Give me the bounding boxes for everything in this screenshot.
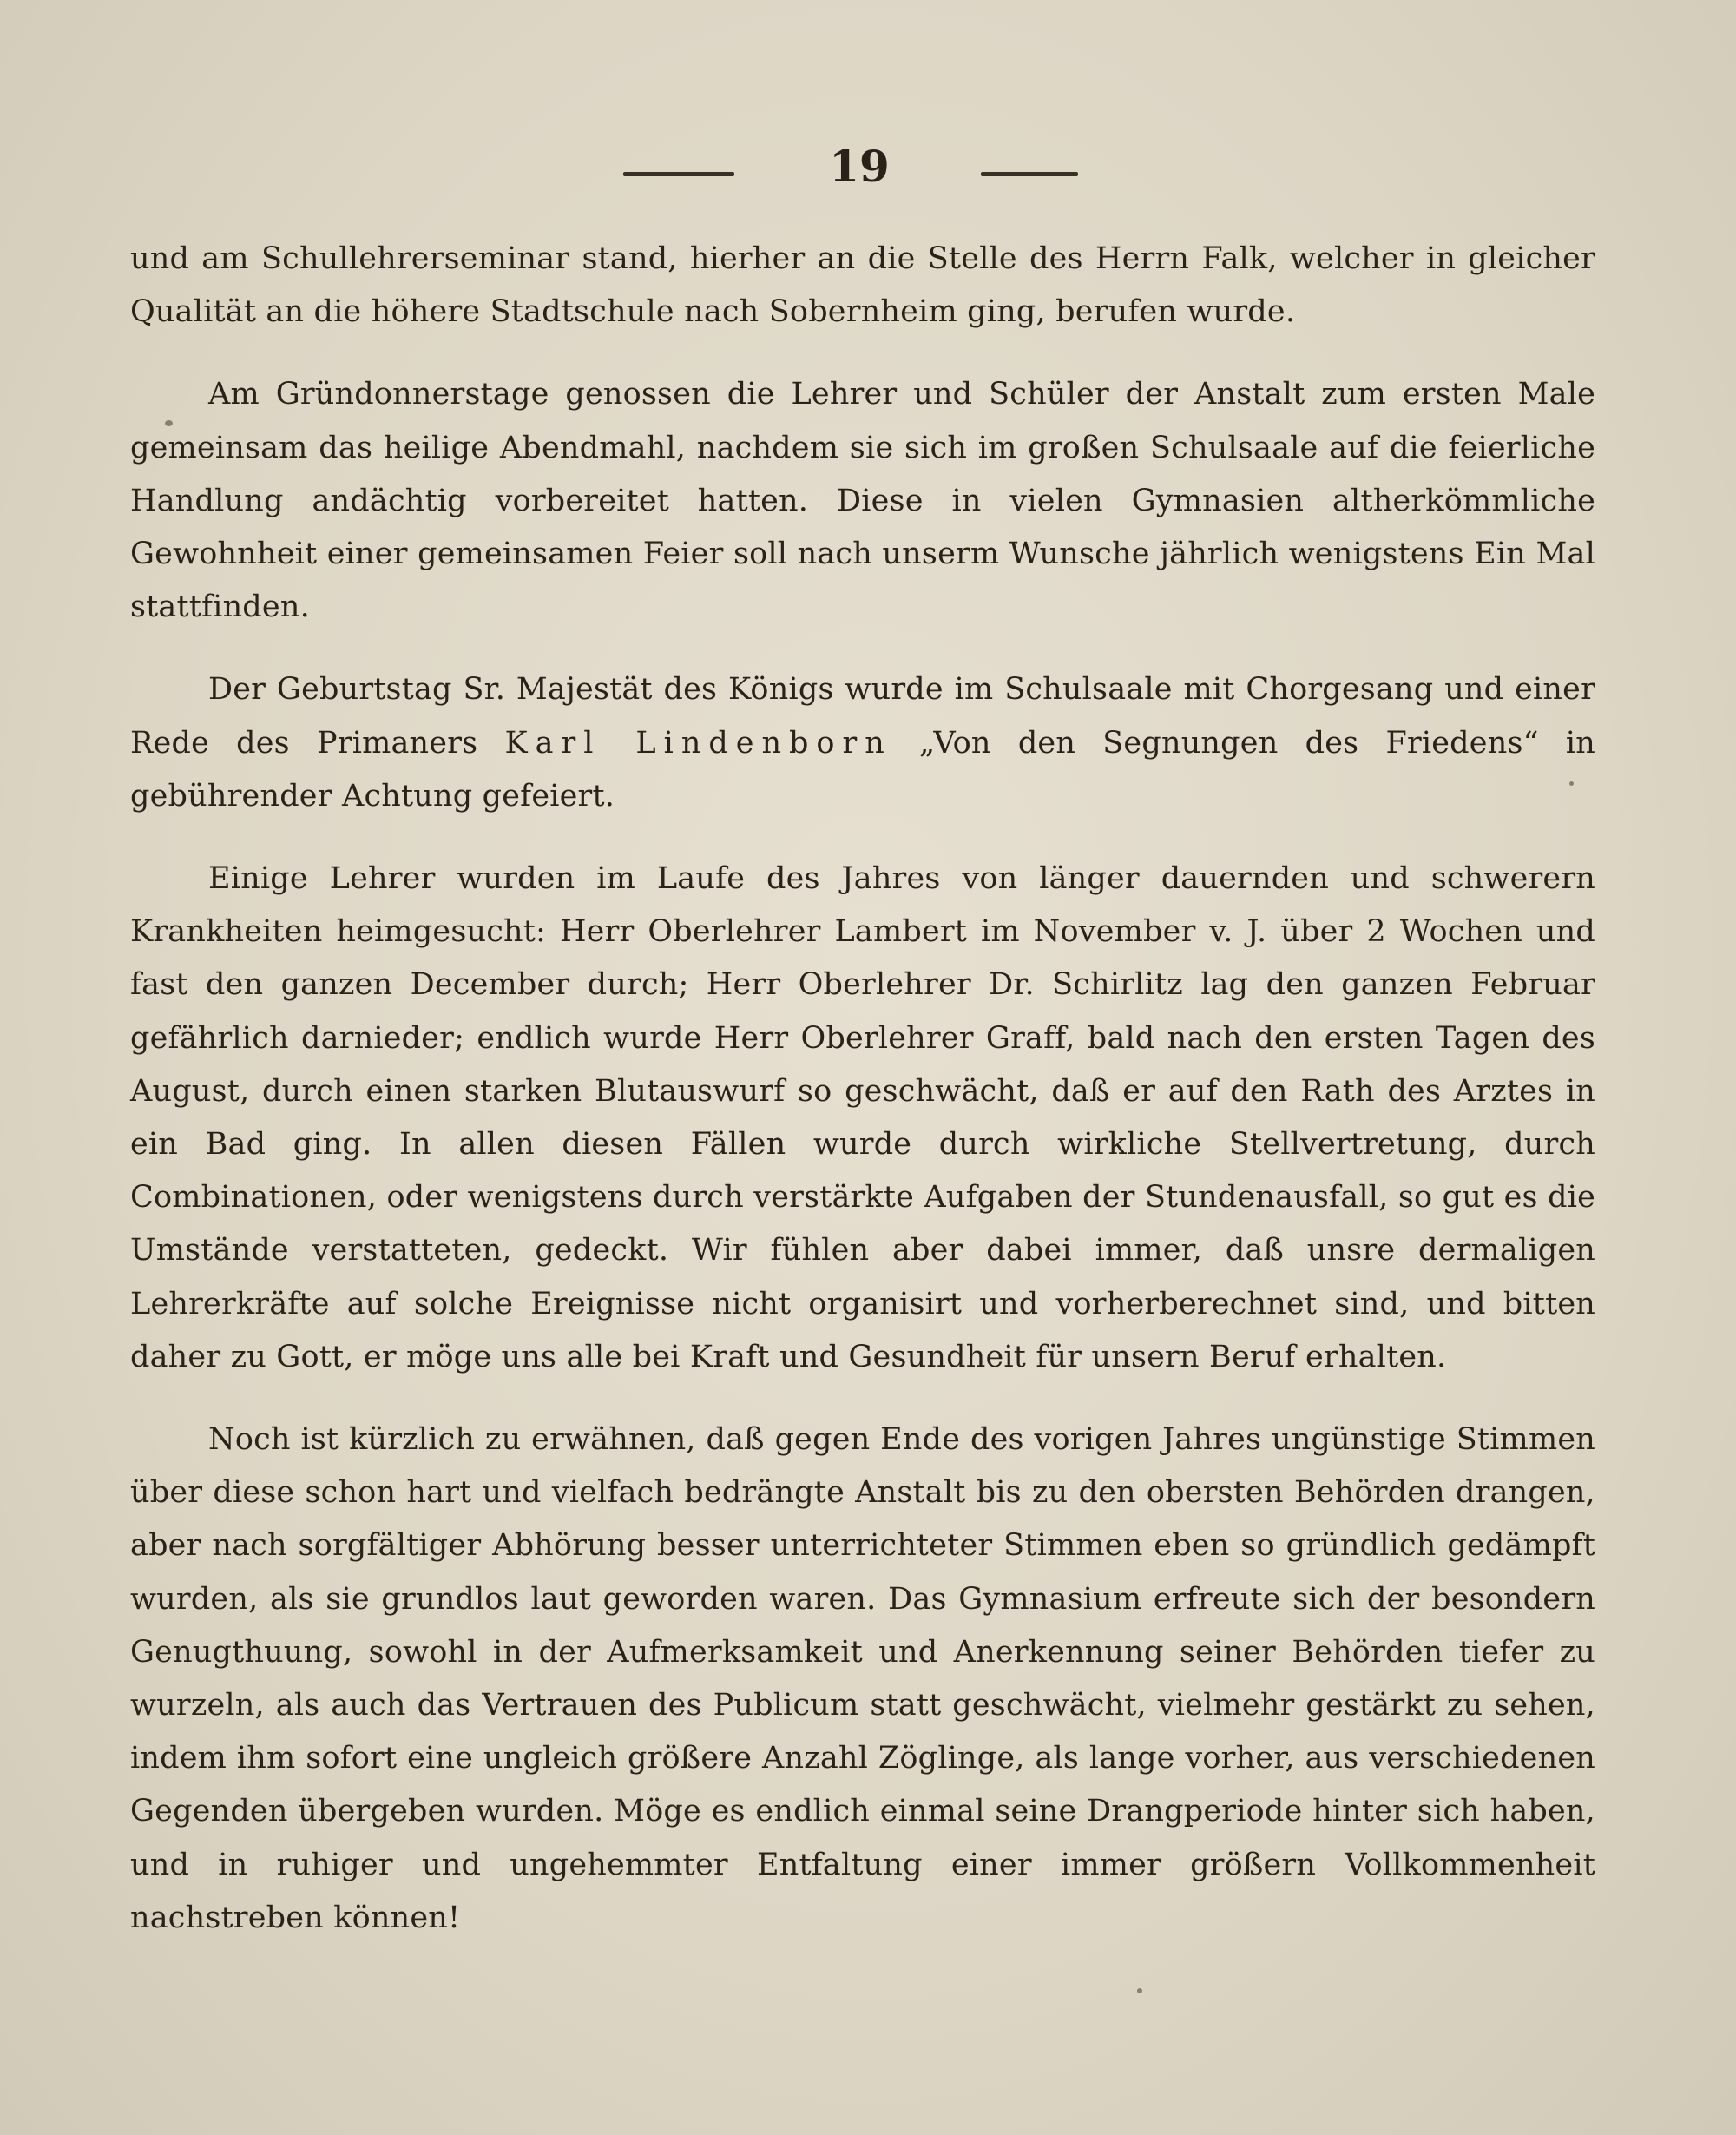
paragraph-2: Am Gründonnerstage genossen die Lehrer und Schüler der Anstalt zum ersten Male gemeinsam das heilige Abendmahl, nachdem sie sich im großen Schulsaale auf die feierliche Handlung andächtig vorbereitet hatten. Diese in vielen Gymnasien altherkömmliche Gewohnheit einer gemeinsamen Feier soll nach unserm Wunsche jährlich wenigstens Ein Mal stattfinden. [130, 377, 1595, 625]
paragraph-3 [130, 663, 1595, 823]
paragraph-3-before: Der Geburtstag Sr. Majestät des Königs wurde im Schulsaale mit Chorgesang und einer Rede des Primaners [130, 672, 1595, 761]
paragraph-3-after: „Von den Segnungen des Friedens“ in gebührender Achtung gefeiert. [130, 725, 1596, 814]
page-header [0, 141, 1736, 201]
paper-speck [165, 420, 173, 426]
paragraph-1: und am Schullehrerseminar stand, hierher an die Stelle des Herrn Falk, welcher in gleicher Qualität an die höhere Stadtschule nach Sobernheim ging, berufen wurde. [130, 241, 1595, 330]
header-rule-left [623, 172, 734, 176]
paper-speck [1569, 781, 1574, 786]
body-text [130, 233, 1595, 1974]
paragraph-4: Einige Lehrer wurden im Laufe des Jahres von länger dauernden und schwerern Krankheiten heimgesucht: Herr Oberlehrer Lambert im November v. J. über 2 Wochen und fast den ganzen December durch; Herr Oberlehrer Dr. Schirlitz lag den ganzen Februar gefährlich darnieder; endlich wurde Herr Oberlehrer Graff, bald nach den ersten Tagen des August, durch einen starken Blutauswurf so geschwächt, daß er auf den Rath des Arztes in ein Bad ging. In allen diesen Fällen wurde durch wirkliche Stellvertretung, durch Combinationen, oder wenigstens durch verstärkte Aufgaben der Stundenausfall, so gut es die Umstände verstatteten, gedeckt. Wir fühlen aber dabei immer, daß unsre dermaligen Lehrerkräfte auf solche Ereignisse nicht organisirt und vorherberechnet sind, und bitten daher zu Gott, er möge uns alle bei Kraft und Gesundheit für unsern Beruf erhalten. [130, 861, 1595, 1374]
header-rule-right [981, 172, 1078, 176]
page-number: 19 [829, 141, 890, 192]
paper-speck [1137, 1988, 1142, 1993]
paragraph-5: Noch ist kürzlich zu erwähnen, daß gegen Ende des vorigen Jahres ungünstige Stimmen über diese schon hart und vielfach bedrängte Anstalt bis zu den obersten Behörden drangen, aber nach sorgfältiger Abhörung besser unterrichteter Stimmen eben so gründlich gedämpft wurden, als sie grundlos laut geworden waren. Das Gymnasium erfreute sich der besondern Genugthuung, sowohl in der Aufmerksamkeit und Anerkennung seiner Behörden tiefer zu wurzeln, als auch das Vertrauen des Publicum statt geschwächt, vielmehr gestärkt zu sehen, indem ihm sofort eine ungleich größere Anzahl Zöglinge, als lange vorher, aus verschiedenen Gegenden übergeben wurden. Möge es endlich einmal seine Drangperiode hinter sich haben, und in ruhiger und ungehemmter Entfaltung einer immer größern Vollkommenheit nachstreben können! [130, 1422, 1595, 1935]
primaner-name: Karl Lindenborn [504, 725, 892, 761]
